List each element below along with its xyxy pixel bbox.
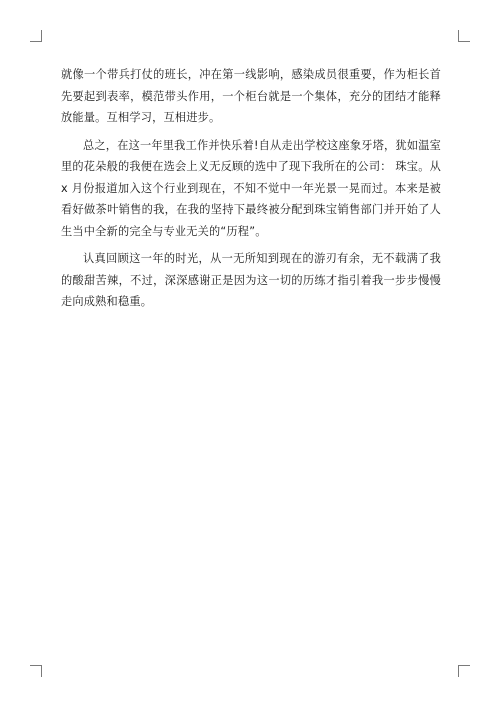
paragraph-1: 就像一个带兵打仗的班长，冲在第一线影响，感染成员很重要，作为柜长首先要起到表率，模范带头作用，一个柜台就是一个集体，充分的团结才能释放能量。互相学习，互相进步。: [61, 68, 441, 124]
paragraph-3: 认真回顾这一年的时光，从一无所知到现在的游刃有余，无不载满了我的酸甜苦辣，不过，深深感谢正是因为这一切的历练才指引着我一步步慢慢走向成熟和稳重。: [61, 252, 441, 308]
crop-mark-top-left: [30, 30, 42, 42]
crop-mark-bottom-left: [30, 665, 42, 677]
crop-mark-top-right: [458, 30, 470, 42]
crop-mark-bottom-right: [458, 665, 470, 677]
document-body: [61, 64, 441, 319]
paragraph-2: 总之，在这一年里我工作并快乐着!自从走出学校这座象牙塔，犹如温室里的花朵般的我便在选会上义无反顾的选中了现下我所在的公司： 珠宝。从 x 月份报道加入这个行业到现在，不知不觉中一年光景一晃而过。本来是被看好做茶叶销售的我，在我的坚持下最终被分配到珠宝销售部门并开始了人生当中全新的完全与专业无关的“历程”。: [61, 138, 441, 238]
